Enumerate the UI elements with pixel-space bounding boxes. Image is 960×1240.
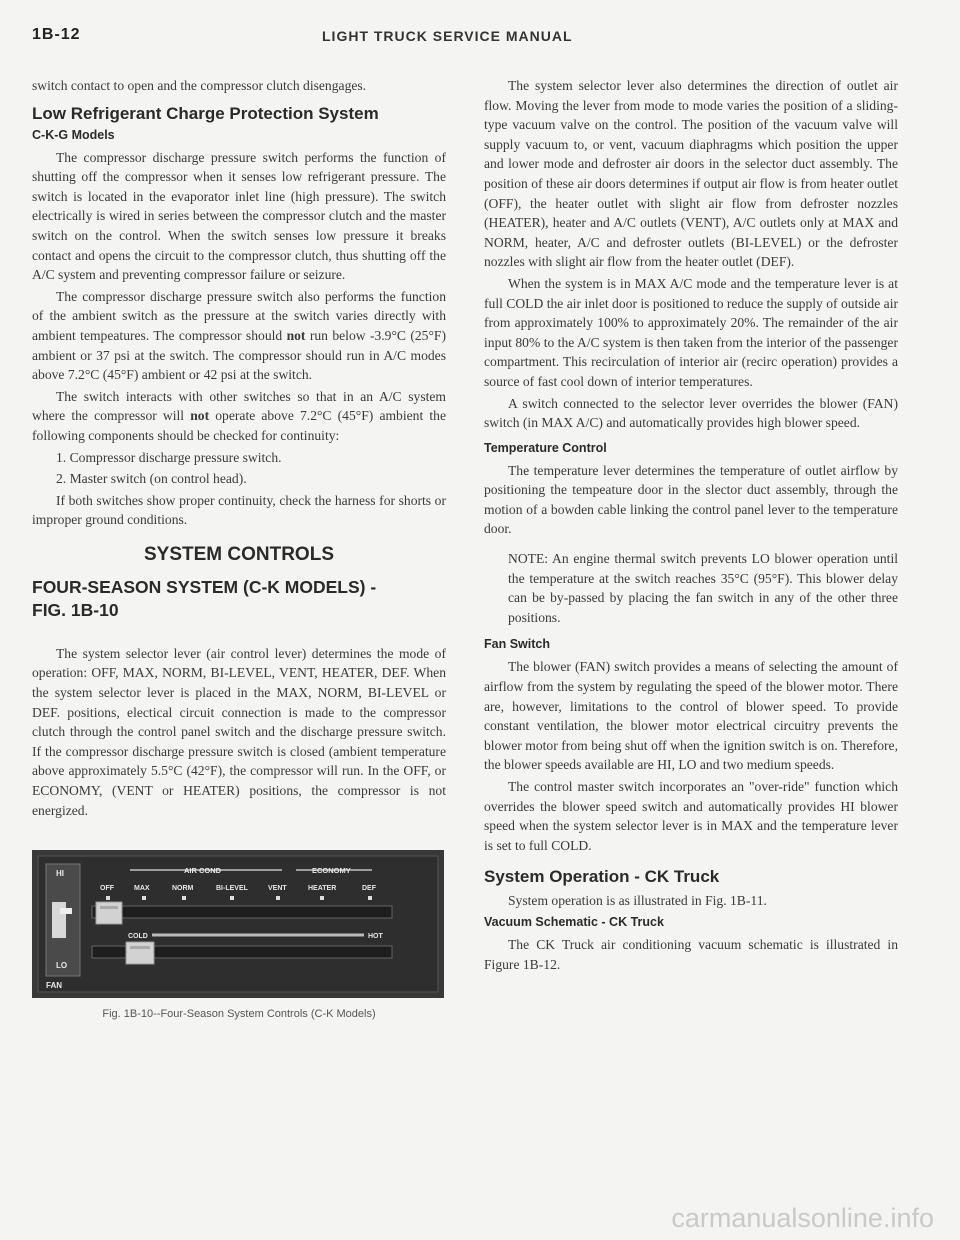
heading-system-operation: System Operation - CK Truck xyxy=(484,867,720,887)
air-cond-label: AIR COND xyxy=(184,866,222,876)
page-header xyxy=(32,26,912,50)
fan-lo-label: LO xyxy=(56,961,68,971)
paragraph: When the system is in MAX A/C mode and the temperature lever is at full COLD the air inlet door is positioned to reduce the supply of outside air from approximately 100% to approximately 20%. The remainder of the air input 80% to the A/C system is then taken from the interior of the passenger compartment. This recirculation of interior air (recirc operation) provides a source of fast cool down of interior temperatures. xyxy=(484,275,898,389)
paragraph: System operation is as illustrated in Fig. 1B-11. xyxy=(508,893,767,909)
page-number: 1B-12 xyxy=(32,26,81,43)
watermark-text: carmanualsonline.info xyxy=(671,1203,934,1233)
paragraph: If both switches show proper continuity, check the harness for shorts or improper ground conditions. xyxy=(32,492,446,528)
mode-def-label: DEF xyxy=(362,885,376,893)
mode-bilevel-label: BI-LEVEL xyxy=(216,885,248,893)
fan-hi-label: HI xyxy=(56,869,64,879)
note: NOTE: An engine thermal switch prevents LO blower operation until the temperature at the switch reaches 35°C (95°F). This blower delay can be by-passed by placing the fan switch in any of the other three positions. xyxy=(508,551,898,625)
heading-system-controls: SYSTEM CONTROLS xyxy=(143,543,334,565)
heading-four-season: FOUR-SEASON SYSTEM (C-K MODELS) - FIG. 1B-10 xyxy=(32,576,377,620)
subheading-fan-switch: Fan Switch xyxy=(484,637,550,652)
running-title: LIGHT TRUCK SERVICE MANUAL xyxy=(322,28,573,44)
mode-off-label: OFF xyxy=(100,885,114,893)
subheading-vacuum-schematic: Vacuum Schematic - CK Truck xyxy=(484,914,664,929)
list-item: 1. Compressor discharge pressure switch. xyxy=(56,449,282,465)
mode-heater-label: HEATER xyxy=(308,885,337,893)
paragraph: The compressor discharge pressure switch performs the function of shutting off the compressor when it senses low refrigerant pressure. The switch is located in the evaporator inlet line (high pressure). The switch electrically is wired in series between the compressor clutch and the master switch on the control. When the switch senses low pressure it breaks contact and opens the circuit to the compressor clutch, thus shutting off the A/C system and preventing compressor failure or seizure. xyxy=(32,149,446,283)
subheading-temperature-control: Temperature Control xyxy=(484,440,607,455)
paragraph: The CK Truck air conditioning vacuum schematic is illustrated in Figure 1B-12. xyxy=(484,936,898,972)
paragraph: The temperature lever determines the temperature of outlet airflow by positioning the tempeature door in the slector duct assembly, through the motion of a bowden cable linking the control panel lever to the temperature door. xyxy=(484,462,898,537)
control-panel-figure xyxy=(32,850,444,998)
subheading-ckg-models: C-K-G Models xyxy=(32,127,115,142)
right-column xyxy=(484,76,898,976)
figure-caption: Fig. 1B-10--Four-Season System Controls (C-K Models) xyxy=(102,1008,376,1021)
left-column xyxy=(32,76,446,1022)
paragraph: The blower (FAN) switch provides a means of selecting the amount of airflow from the system by regulating the speed of the blower motor. There are, however, limitations to the control of blower speed. To provide constant ventilation, the blower motor electrical circuitry prevents the blower motor from being shut off when the ignition switch is on. Therefore, the blower speeds available are HI, LO and two medium speeds. xyxy=(484,659,898,773)
control-panel-illustration xyxy=(32,850,444,998)
temp-hot-label: HOT xyxy=(368,933,383,941)
temp-cold-label: COLD xyxy=(128,933,148,941)
mode-max-label: MAX xyxy=(134,885,150,893)
paragraph: A switch connected to the selector lever overrides the blower (FAN) switch (in MAX A/C) and automatically provides high blower speed. xyxy=(484,395,898,431)
paragraph: The system selector lever also determines the direction of outlet air flow. Moving the lever from mode to mode varies the position of a sliding-type vacuum valve on the control. The position of the vacuum valve will supply vacuum to, or vent, vacuum diaphragms which position the upper and lower mode and defroster air doors in the selector duct assembly. The position of these air doors determines if output air flow is from heater outlet (OFF), the heater outlet with slight air flow from defroster nozzles (HEATER), heater and A/C outlets (VENT), A/C outlets only at MAX and NORM, heater, A/C and defroster outlets (BI-LEVEL) or the defroster nozzles with slight air flow from the heater outlet (DEF). xyxy=(484,78,898,270)
emphasis-not: not xyxy=(190,408,210,424)
fan-label: FAN xyxy=(46,981,62,991)
heading-low-refrigerant: Low Refrigerant Charge Protection System xyxy=(32,103,379,123)
economy-label: ECONOMY xyxy=(312,866,351,876)
mode-norm-label: NORM xyxy=(172,885,194,893)
paragraph: The switch interacts with other switches so that in an A/C system where the compressor will not operate above 7.2°C (45°F) ambient the following components should be checked for continuity: xyxy=(32,388,446,443)
paragraph: The control master switch incorporates an "over-ride" function which overrides the blower speed switch and automatically provides HI blower speed when the system selector lever is in MAX and the temperature lever is set to full COLD. xyxy=(484,779,898,853)
emphasis-not: not xyxy=(286,327,306,343)
paragraph: The system selector lever (air control lever) determines the mode of operation: OFF, MAX, NORM, BI-LEVEL, VENT, HEATER, DEF. When the system selector lever is placed in the MAX, NORM, BI-LEVEL or DEF. positions, electical circuit connection is made to the compressor clutch through the control panel switch and the discharge pressure switch. If the compressor discharge pressure switch is closed (ambient temperature above approximately 5.5°C (42°F), the compressor will run. In the OFF, or ECONOMY, (VENT or HEATER) positions, the compressor is not energized. xyxy=(32,645,446,818)
continued-paragraph: switch contact to open and the compressor clutch disengages. xyxy=(32,78,367,93)
list-item: 2. Master switch (on control head). xyxy=(56,471,247,487)
mode-vent-label: VENT xyxy=(268,885,287,893)
paragraph: The compressor discharge pressure switch also performs the function of the ambient switch as the pressure at the switch varies directly with ambient tempeatures. The compressor should not run below -3.9°C (25°F) ambient or 37 psi at the switch. The compressor should run in A/C modes above 7.2°C (45°F) ambient or 42 psi at the switch. xyxy=(32,288,446,383)
